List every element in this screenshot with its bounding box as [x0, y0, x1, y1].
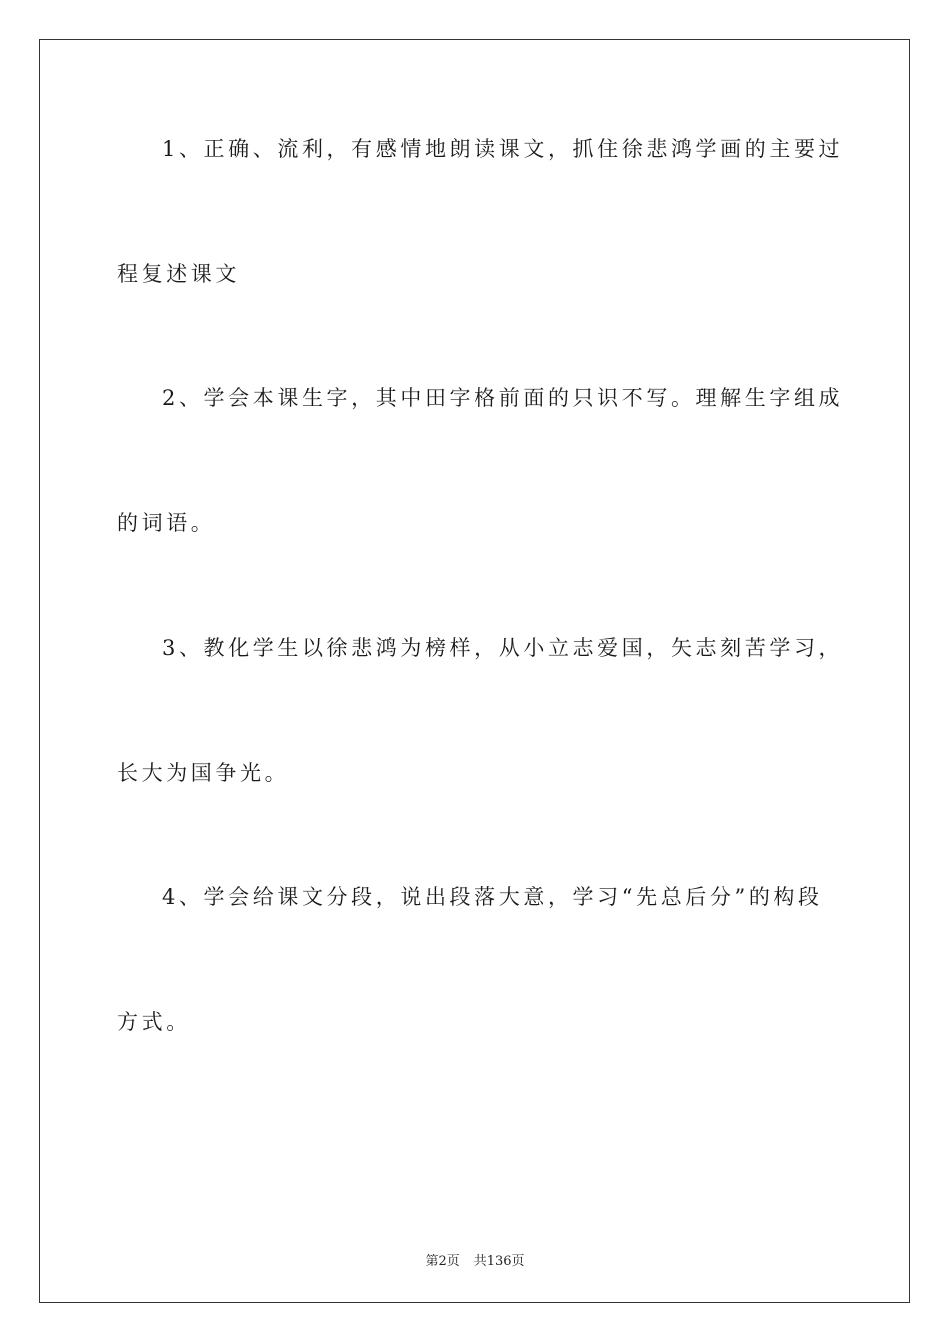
paragraph-2-line-1: 2、学会本课生字，其中田字格前面的只识不写。理解生字组成 [162, 386, 844, 410]
page-border [39, 39, 910, 1303]
paragraph-3-line-2: 长大为国争光。 [117, 761, 290, 785]
page-number: 第2页 [425, 1254, 460, 1269]
paragraph-4-line-2: 方式。 [117, 1010, 191, 1034]
paragraph-3-line-1: 3、教化学生以徐悲鸿为榜样，从小立志爱国，矢志刻苦学习， [162, 636, 844, 660]
paragraph-4-line-1: 4、学会给课文分段，说出段落大意，学习“先总后分”的构段 [162, 885, 823, 909]
paragraph-2-line-2: 的词语。 [117, 511, 216, 535]
paragraph-1-line-1: 1、正确、流利，有感情地朗读课文，抓住徐悲鸿学画的主要过 [162, 137, 844, 161]
paragraph-1-line-2: 程复述课文 [117, 262, 240, 286]
page-footer [0, 1250, 950, 1269]
total-pages: 共136页 [473, 1254, 525, 1269]
